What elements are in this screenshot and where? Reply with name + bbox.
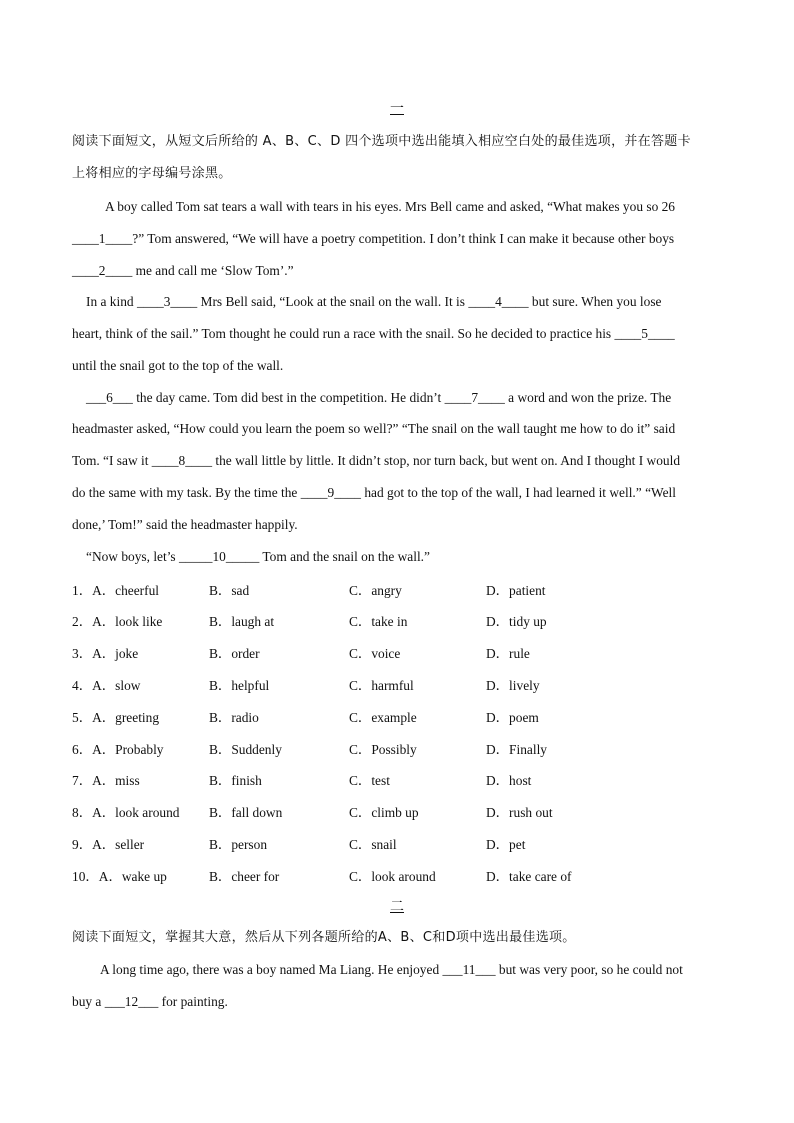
option-d[interactable]: D．take care of: [486, 869, 572, 884]
option-a[interactable]: 4．A．slow: [72, 678, 141, 693]
passage-1-line-4: In a kind ____3____ Mrs Bell said, “Look at the snail on the wall. It is ____4____ but sure. When you lose: [86, 294, 662, 309]
option-d[interactable]: D．rush out: [486, 805, 553, 820]
option-b[interactable]: B．Suddenly: [209, 742, 282, 757]
question-2-options: [72, 611, 722, 629]
passage-1-line-10: do the same with my task. By the time the ____9____ had got to the top of the wall, I had learned it well.” “Well: [72, 485, 676, 500]
option-b[interactable]: B．finish: [209, 773, 262, 788]
option-b[interactable]: B．fall down: [209, 805, 283, 820]
option-c[interactable]: C．angry: [349, 583, 402, 598]
section-1-instruction-line-1: 阅读下面短文，从短文后所给的 A、B、C、D 四个选项中选出能填入相应空白处的最佳选项，并在答题卡: [72, 134, 691, 149]
passage-1-line-8: headmaster asked, “How could you learn the poem so well?” “The snail on the wall taught me how to do it” said: [72, 421, 676, 436]
option-c[interactable]: C．harmful: [349, 678, 414, 693]
option-c[interactable]: C．example: [349, 710, 417, 725]
option-d[interactable]: D．lively: [486, 678, 540, 693]
option-a[interactable]: 9．A．seller: [72, 837, 145, 852]
passage-1-line-7: ___6___ the day came. Tom did best in the competition. He didn’t ____7____ a word and won the prize. The: [86, 390, 672, 405]
option-c[interactable]: C．climb up: [349, 805, 419, 820]
option-a[interactable]: 5．A．greeting: [72, 710, 160, 725]
option-b[interactable]: B．cheer for: [209, 869, 280, 884]
option-d[interactable]: D．host: [486, 773, 532, 788]
option-b[interactable]: B．order: [209, 646, 260, 661]
option-c[interactable]: C．Possibly: [349, 742, 417, 757]
option-a[interactable]: 6．A．Probably: [72, 742, 164, 757]
option-c[interactable]: C．look around: [349, 869, 436, 884]
option-c[interactable]: C．snail: [349, 837, 397, 852]
question-4-options: [72, 675, 722, 693]
question-5-options: [72, 707, 722, 725]
section-2-title: 二: [390, 900, 404, 915]
option-b[interactable]: B．person: [209, 837, 268, 852]
passage-1-line-6: until the snail got to the top of the wall.: [72, 358, 284, 373]
question-9-options: [72, 834, 722, 852]
option-d[interactable]: D．patient: [486, 583, 546, 598]
passage-1-line-2: ____1____?” Tom answered, “We will have a poetry competition. I don’t think I can make it because other boys: [72, 231, 675, 246]
question-7-options: [72, 770, 722, 788]
passage-2-line-1: A long time ago, there was a boy named Ma Liang. He enjoyed ___11___ but was very poor, so he could not: [100, 962, 683, 977]
option-a[interactable]: 7．A．miss: [72, 773, 140, 788]
option-b[interactable]: B．helpful: [209, 678, 270, 693]
passage-1-line-1: A boy called Tom sat tears a wall with tears in his eyes. Mrs Bell came and asked, “What makes you so 26: [105, 199, 676, 214]
option-a[interactable]: 8．A．look around: [72, 805, 180, 820]
option-a[interactable]: 10．A．wake up: [72, 869, 167, 884]
option-c[interactable]: C．test: [349, 773, 390, 788]
option-d[interactable]: D．poem: [486, 710, 539, 725]
option-a[interactable]: 2．A．look like: [72, 614, 163, 629]
option-a[interactable]: 1．A．cheerful: [72, 583, 160, 598]
option-d[interactable]: D．pet: [486, 837, 526, 852]
option-b[interactable]: B．sad: [209, 583, 250, 598]
option-d[interactable]: D．Finally: [486, 742, 548, 757]
option-c[interactable]: C．take in: [349, 614, 408, 629]
passage-1-line-9: Tom. “I saw it ____8____ the wall little by little. It didn’t stop, nor turn back, but went on. And I thought I would: [72, 453, 681, 468]
question-6-options: [72, 739, 722, 757]
passage-1-line-5: heart, think of the sail.” Tom thought he could run a race with the snail. So he decided to practice his ____5____: [72, 326, 675, 341]
question-1-options: [72, 580, 722, 598]
section-1-title: 一: [390, 102, 404, 117]
question-8-options: [72, 802, 722, 820]
option-d[interactable]: D．rule: [486, 646, 530, 661]
passage-1-line-3: ____2____ me and call me ‘Slow Tom’.”: [72, 263, 294, 278]
passage-1-line-12: “Now boys, let’s _____10_____ Tom and the snail on the wall.”: [86, 549, 430, 564]
option-b[interactable]: B．laugh at: [209, 614, 275, 629]
option-d[interactable]: D．tidy up: [486, 614, 547, 629]
question-10-options: [72, 866, 722, 884]
passage-2-line-2: buy a ___12___ for painting.: [72, 994, 228, 1009]
section-1-instruction-line-2: 上将相应的字母编号涂黑。: [72, 166, 232, 181]
passage-1-line-11: done,’ Tom!” said the headmaster happily.: [72, 517, 298, 532]
question-3-options: [72, 643, 722, 661]
option-c[interactable]: C．voice: [349, 646, 401, 661]
section-2-instruction-line-1: 阅读下面短文，掌握其大意，然后从下列各题所给的A、B、C和D项中选出最佳选项。: [72, 930, 576, 945]
option-a[interactable]: 3．A．joke: [72, 646, 139, 661]
option-b[interactable]: B．radio: [209, 710, 259, 725]
